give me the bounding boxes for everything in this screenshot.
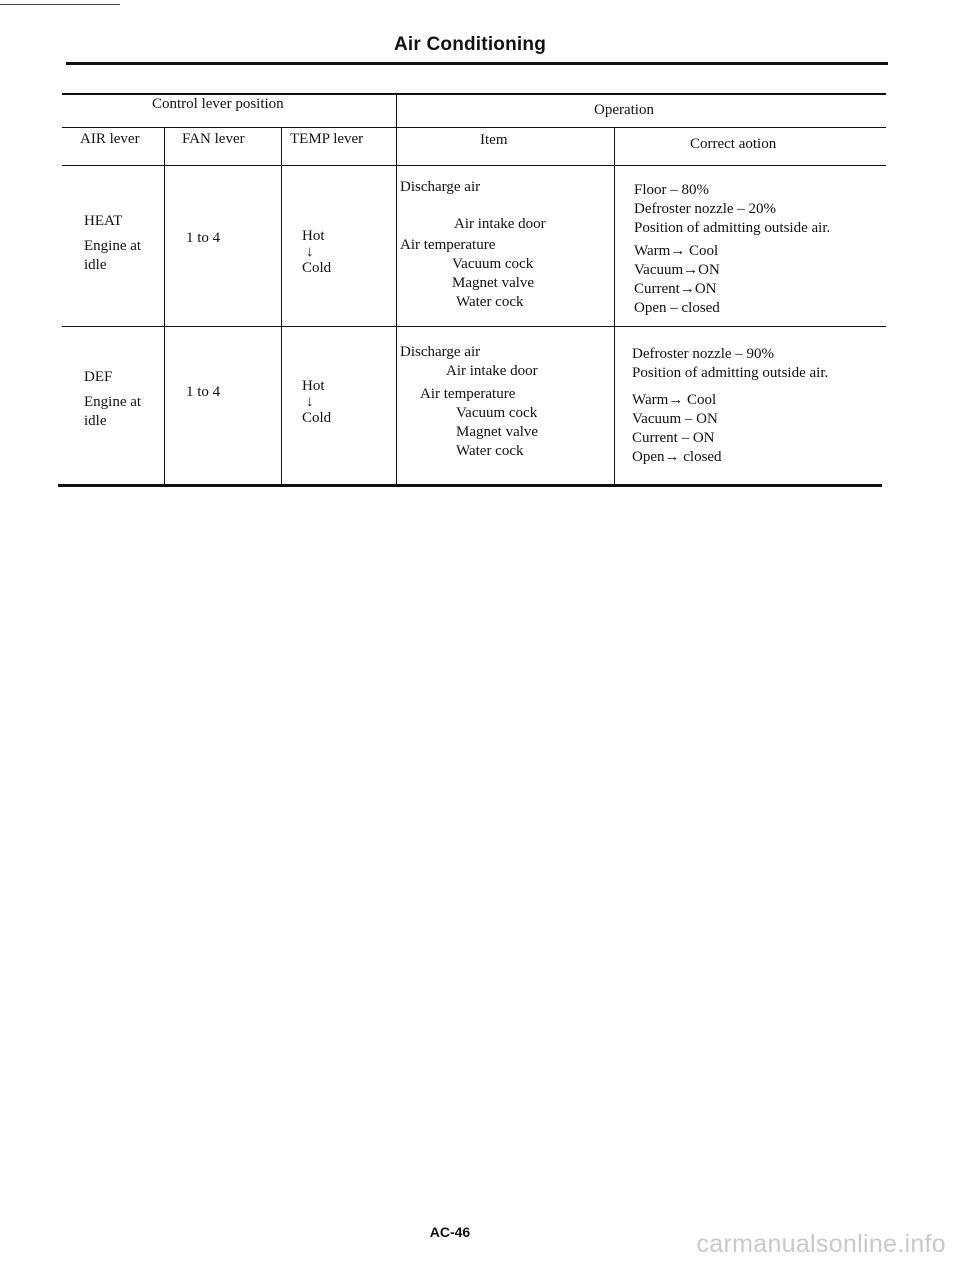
column-rule-item-action [614,127,615,485]
item-line: Discharge air [400,179,481,195]
page-title: Air Conditioning [394,34,546,55]
temp-hot-label: Hot [302,378,325,394]
fan-lever-cell: 1 to 4 [186,230,221,246]
item-cell [400,178,612,312]
air-lever-mode: HEAT [84,213,123,229]
temp-cold-label: Cold [302,410,332,426]
air-lever-condition: Engine at [84,394,142,410]
item-line: Vacuum cock [452,256,534,272]
item-cell [400,343,612,461]
arrow-down-icon: ↓ [306,244,314,260]
item-line: Magnet valve [456,424,539,440]
air-lever-header: AIR lever [80,131,140,147]
item-line: Water cock [456,294,524,310]
action-line: Floor – 80% [634,182,709,198]
page-number: AC-46 [429,1224,471,1240]
item-line: Water cock [456,443,524,459]
item-line: Air temperature [400,237,496,253]
air-lever-cell [84,368,141,431]
arrow-down-icon: ↓ [306,394,314,410]
item-line: Air intake door [446,363,538,379]
item-line: Air temperature [420,386,516,402]
correct-action-cell [632,345,884,467]
item-line: Magnet valve [452,275,535,291]
action-line: Defroster nozzle – 20% [634,201,777,217]
table-top-rule [62,93,886,95]
air-lever-condition: idle [84,413,107,429]
fan-lever-cell: 1 to 4 [186,384,221,400]
temp-lever-header: TEMP lever [290,131,364,147]
correct-action-cell [634,181,884,318]
item-line: Vacuum cock [456,405,538,421]
action-line: Vacuum→ON [634,262,720,278]
action-line: Warm→ Cool [632,392,717,408]
action-line: Open→ closed [632,449,722,465]
action-line: Current – ON [632,430,715,446]
title-rule [66,62,888,65]
air-lever-cell [84,212,141,275]
item-line: Air intake door [454,216,546,232]
column-rule-air-fan [164,127,165,485]
scan-edge-mark [0,4,120,5]
correct-action-header: Correct aotion [690,136,777,152]
action-line: Warm→ Cool [634,243,719,259]
operation-group-header: Operation [594,102,654,118]
column-rule-fan-temp [281,127,282,485]
fan-lever-header: FAN lever [182,131,245,147]
action-line: Open – closed [634,300,720,316]
action-line: Position of admitting outside air. [632,365,829,381]
table-bottom-rule [58,484,882,487]
header-divider-rule [62,127,886,128]
temp-lever-cell [302,227,331,278]
temp-cold-label: Cold [302,260,332,276]
action-line: Position of admitting outside air. [634,220,831,236]
action-line: Defroster nozzle – 90% [632,346,775,362]
control-lever-group-header: Control lever position [152,96,284,112]
item-line: Discharge air [400,344,481,360]
air-lever-mode: DEF [84,369,113,385]
site-watermark: carmanualsonline.info [696,1230,946,1258]
temp-hot-label: Hot [302,228,325,244]
header-bottom-rule [62,165,886,166]
air-lever-condition: Engine at [84,238,142,254]
column-rule-control-operation [396,93,397,485]
temp-lever-cell [302,377,331,428]
action-line: Current→ON [634,281,717,297]
air-lever-condition: idle [84,257,107,273]
action-line: Vacuum – ON [632,411,718,427]
row-divider-rule [62,326,886,327]
item-header: Item [480,132,508,148]
